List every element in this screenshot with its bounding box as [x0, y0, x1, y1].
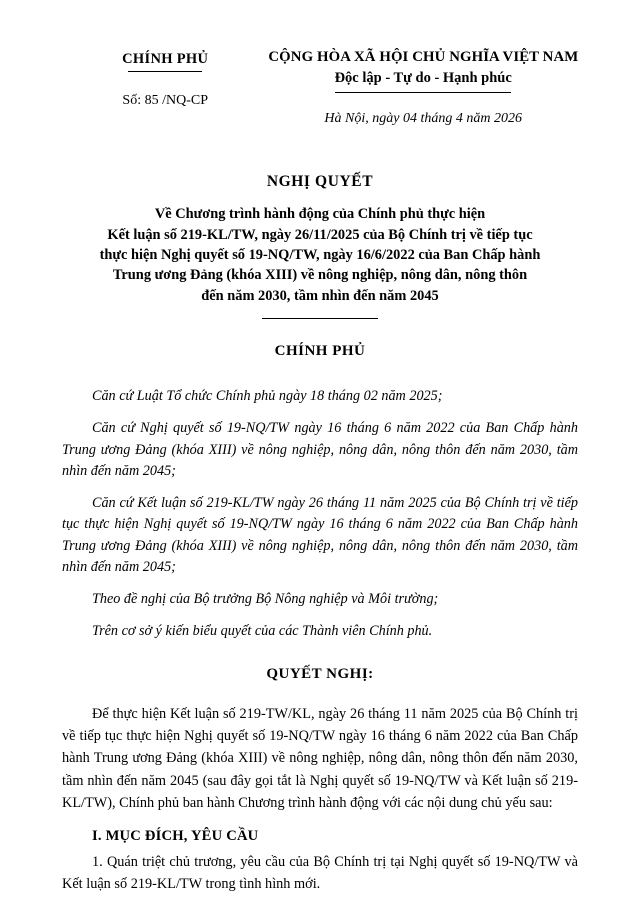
header-right-block — [268, 48, 578, 128]
subject-line: Về Chương trình hành động của Chính phủ thực hiện — [154, 206, 486, 223]
section-heading-1: I. MỤC ĐÍCH, YÊU CẦU — [92, 827, 259, 844]
preamble-paragraph: Căn cứ Luật Tổ chức Chính phủ ngày 18 tháng 02 năm 2025; — [92, 388, 443, 405]
body-section — [62, 703, 578, 895]
national-title: CỘNG HÒA XÃ HỘI CHỦ NGHĨA VIỆT NAM — [268, 49, 579, 65]
header-left-block — [62, 48, 268, 110]
place-and-date: Hà Nội, ngày 04 tháng 4 năm 2026 — [324, 110, 522, 126]
resolution-heading: QUYẾT NGHỊ: — [266, 666, 374, 683]
subject-line: Trung ương Đảng (khóa XIII) về nông nghiệp, nông dân, nông thôn — [112, 267, 528, 284]
organization-underline — [128, 71, 202, 72]
document-subject — [62, 204, 578, 306]
subject-line: Kết luận số 219-KL/TW, ngày 26/11/2025 của Bộ Chính trị về tiếp tục — [107, 226, 533, 243]
preamble-paragraph: Trên cơ sở ý kiến biểu quyết của các Thành viên Chính phủ. — [92, 622, 433, 639]
document-type-title: NGHỊ QUYẾT — [266, 172, 374, 190]
body-intro-paragraph: Để thực hiện Kết luận số 219-TW/KL, ngày 26 tháng 11 năm 2025 của Bộ Chính trị về tiếp tục thực hiện Nghị quyết số 19-NQ/TW ngày 16 tháng 6 năm 2022 của Ban Chấp hành Trung ương Đảng (khóa XIII) về nông nghiệp, nông dân, nông thôn đến năm 2030, tầm nhìn đến năm 2045 (sau đây gọi tắt là Nghị quyết số 19-NQ/TW và Kết luận số 219-KL/TW), Chính phủ ban hành Chương trình hành động với các nội dung chủ yếu sau: — [62, 706, 578, 811]
issuing-organization: CHÍNH PHỦ — [122, 51, 209, 67]
subject-line: thực hiện Nghị quyết số 19-NQ/TW, ngày 16/6/2022 của Ban Chấp hành — [99, 247, 541, 264]
subject-line: đến năm 2030, tầm nhìn đến năm 2045 — [201, 287, 439, 304]
preamble-paragraph: Căn cứ Kết luận số 219-KL/TW ngày 26 tháng 11 năm 2025 của Bộ Chính trị về tiếp tục thực hiện Nghị quyết số 19-NQ/TW ngày 16 tháng 6 năm 2022 của Ban Chấp hành Trung ương Đảng (khóa XIII) về nông nghiệp, nông dân, nông thôn đến năm 2030, tầm nhìn đến năm 2045; — [62, 494, 578, 576]
issuing-authority: CHÍNH PHỦ — [274, 343, 366, 360]
section-1-item-1: 1. Quán triệt chủ trương, yêu cầu của Bộ Chính trị tại Nghị quyết số 19-NQ/TW và Kết luận số 219-KL/TW trong tình hình mới. — [62, 853, 578, 893]
title-block — [62, 172, 578, 319]
document-header — [62, 48, 578, 128]
national-motto: Độc lập - Tự do - Hạnh phúc — [334, 70, 512, 87]
document-number: Số: 85 /NQ-CP — [122, 93, 208, 109]
title-divider — [262, 318, 378, 319]
preamble-paragraph: Căn cứ Nghị quyết số 19-NQ/TW ngày 16 tháng 6 năm 2022 của Ban Chấp hành Trung ương Đảng (khóa XIII) về nông nghiệp, nông dân, nông thôn đến năm 2030, tầm nhìn đến năm 2045; — [62, 419, 578, 480]
preamble-section — [62, 386, 578, 642]
motto-underline — [335, 92, 511, 93]
preamble-paragraph: Theo đề nghị của Bộ trưởng Bộ Nông nghiệp và Môi trường; — [92, 591, 439, 608]
